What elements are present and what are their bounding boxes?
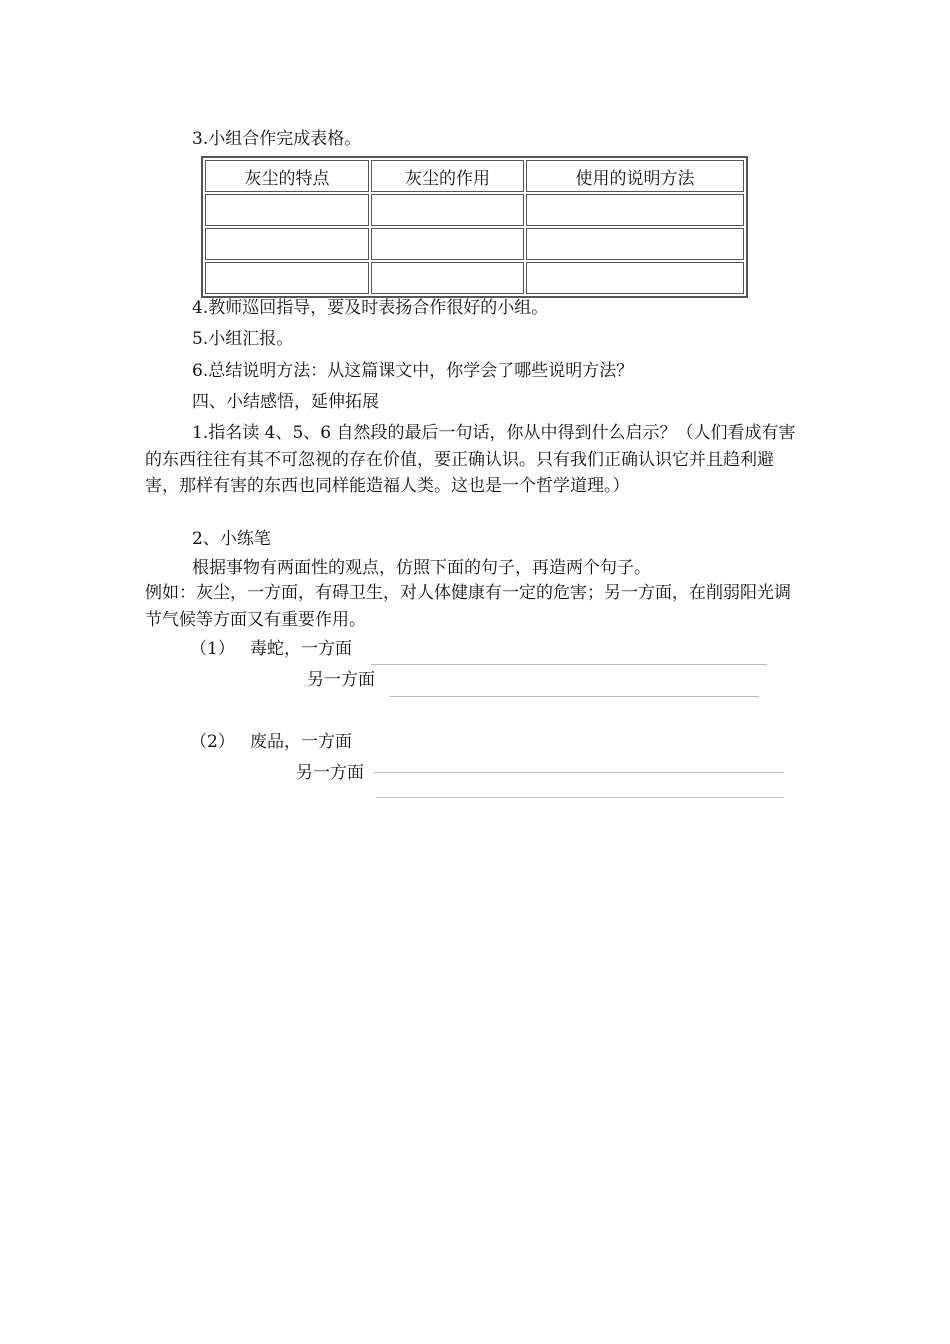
step-5: 5.小组汇报。 [192,329,294,349]
exercise-2-number: （2） [190,732,235,752]
exercise-1-other-side: 另一方面 [307,670,375,690]
exercise-2-other-side: 另一方面 [296,763,364,783]
item-1-paragraph: 1.指名读 4、5、6 自然段的最后一句话，你从中得到什么启示？（人们看成有害的东西往往有其不可忽视的存在价值，要正确认识。只有我们正确认识它并且趋利避害，那样有害的东西也同样能造福人类。这也是一个哲学道理。） [145,423,796,496]
table-cell[interactable] [205,194,369,226]
example-paragraph: 例如：灰尘，一方面，有碍卫生，对人体健康有一定的危害；另一方面，在削弱阳光调节气候等方面又有重要作用。 [145,583,791,630]
item-2-heading: 2、小练笔 [192,529,271,549]
exercise-2-answer-line[interactable] [374,772,784,773]
table-row [205,262,744,294]
table-cell[interactable] [371,228,524,260]
table-cell[interactable] [371,262,524,294]
table-cell[interactable] [205,262,369,294]
step-4: 4.教师巡回指导，要及时表扬合作很好的小组。 [192,298,549,318]
characteristics-table [201,156,748,298]
exercise-1-answer-line-2[interactable] [390,696,759,697]
table-cell[interactable] [526,262,744,294]
table-cell[interactable] [526,228,744,260]
instruction-text: 根据事物有两面性的观点，仿照下面的句子，再造两个句子。 [192,558,651,578]
exercise-2-subject: 废品，一方面 [250,732,352,752]
header-dust-functions: 灰尘的作用 [371,160,524,192]
table-cell[interactable] [205,228,369,260]
header-explanation-methods: 使用的说明方法 [526,160,744,192]
table-cell[interactable] [371,194,524,226]
step-6: 6.总结说明方法：从这篇课文中，你学会了哪些说明方法？ [192,361,634,381]
exercise-1-subject: 毒蛇，一方面 [250,639,352,659]
table-cell[interactable] [526,194,744,226]
header-dust-features: 灰尘的特点 [205,160,369,192]
step-3: 3.小组合作完成表格。 [192,129,362,149]
exercise-1-number: （1） [190,639,235,659]
table-row [205,194,744,226]
section-heading: 四、小结感悟，延伸拓展 [192,392,379,412]
exercise-1-answer-line[interactable] [371,664,767,665]
table-row [205,228,744,260]
exercise-2-answer-line-2[interactable] [376,797,784,798]
table-header-row [205,160,744,192]
